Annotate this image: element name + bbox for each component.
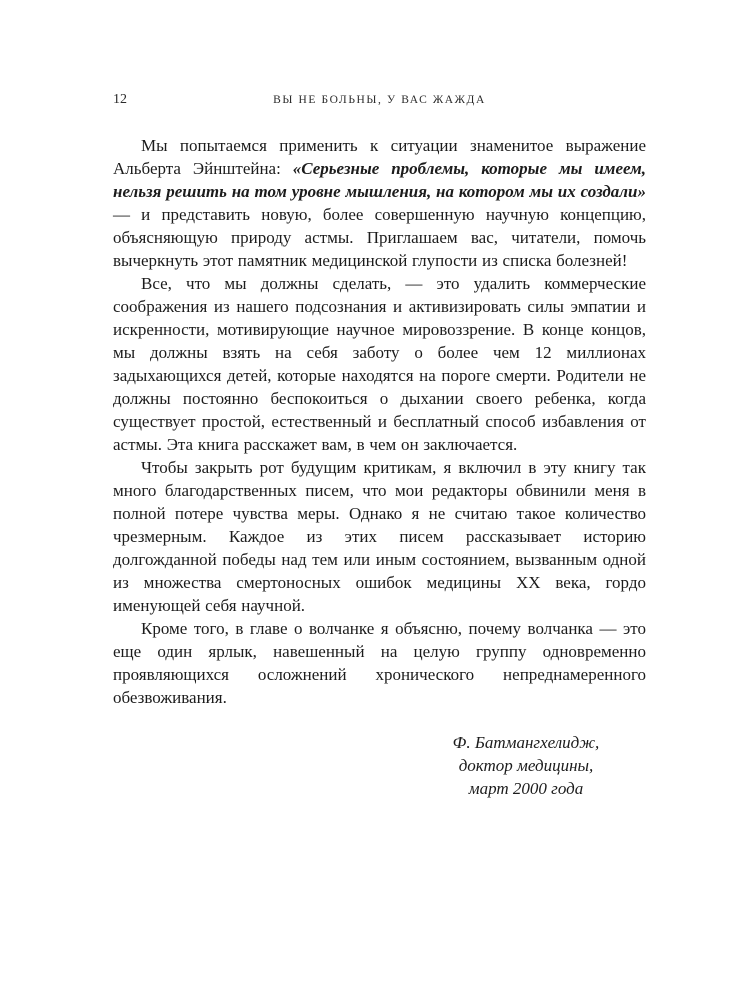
paragraph-2: Все, что мы должны сделать, — это удалить коммерческие соображения из нашего подсознания и активизировать силы эмпатии и искренности, мотивирующие научное мировоззрение. В конце концов, мы должны взять на себя заботу о более чем 12 миллионах задыхающихся детей, которые находятся на пороге смерти. Родители не должны постоянно беспокоиться о дыхании своего ребенка, когда существует простой, естественный и бесплатный способ избавления от астмы. Эта книга расскажет вам, в чем он заключается. [113,274,646,454]
running-header [113,92,646,112]
paragraph-1-text-after-quote: — и представить новую, более совершенную научную концепцию, объясняющую природу астмы. Приглашаем вас, читатели, помочь вычеркнуть этот памятник медицинской глупости из списка болезней! [113,205,646,270]
author-signature [406,731,646,800]
signature-author-name: Ф. Батмангхелидж, [452,733,600,752]
paragraph-1-text-before-quote: Мы попытаемся применить к ситуации знаменитое выражение Альберта Эйнштейна: [113,136,646,178]
signature-author-title: доктор медицины, [458,756,594,775]
paragraph-3: Чтобы закрыть рот будущим критикам, я включил в эту книгу так много благодарственных писем, что мои редакторы обвинили меня в полной потере чувства меры. Однако я не считаю такое количество чрезмерным. Каждое из этих писем рассказывает историю долгожданной победы над тем или иным состоянием, вызванным одной из множества смертоносных ошибок медицины XX века, гордо именующей себя научной. [113,458,646,615]
signature-date: март 2000 года [468,779,584,798]
einstein-quote: «Серьезные проблемы, которые мы имеем, нельзя решить на том уровне мышления, на котором мы их создали» [113,159,647,201]
running-title: ВЫ НЕ БОЛЬНЫ, У ВАС ЖАЖДА [273,94,486,106]
page-content-area [113,92,646,800]
text-block [113,134,646,709]
paragraph-1 [113,134,646,272]
paragraph-4: Кроме того, в главе о волчанке я объясню, почему волчанка — это еще один ярлык, навешенный на целую группу одновременно проявляющихся осложнений хронического непреднамеренного обезвоживания. [113,619,646,707]
page-number: 12 [113,92,127,107]
